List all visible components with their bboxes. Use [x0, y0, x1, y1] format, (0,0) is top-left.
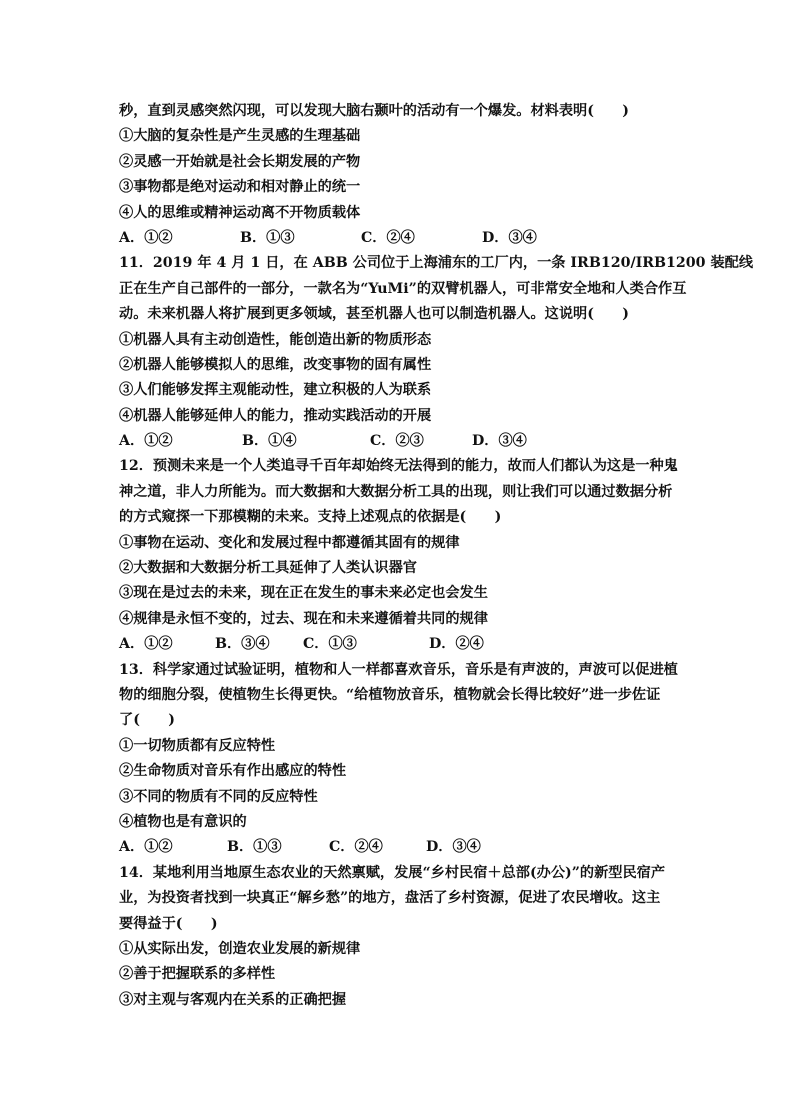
option-1: ①事物在运动、变化和发展过程中都遵循其固有的规律 — [119, 534, 460, 551]
option-2: ②生命物质对音乐有作出感应的特性 — [119, 763, 347, 780]
question-stem-line: 秒，直到灵感突然闪现，可以发现大脑右颞叶的活动有一个爆发。材料表明( ) — [119, 103, 629, 119]
choice-a: A．①② — [119, 433, 173, 450]
question-stem-line: 14．某地利用当地原生态农业的天然禀赋，发展“乡村民宿＋总部(办公)”的新型民宿产 — [119, 864, 666, 881]
answer-choices — [119, 632, 679, 657]
option-4: ④植物也是有意识的 — [119, 813, 247, 830]
choice-c: C．②④ — [329, 839, 383, 856]
question-14 — [119, 861, 679, 1013]
option-1: ①一切物质都有反应特性 — [119, 737, 276, 754]
choice-b: B．①③ — [240, 229, 295, 246]
option-1: ①机器人具有主动创造性，能创造出新的物质形态 — [119, 331, 432, 348]
choice-b: B．①④ — [242, 433, 297, 450]
question-stem-line: 物的细胞分裂，使植物生长得更快。“给植物放音乐，植物就会长得比较好”进一步佐证 — [119, 686, 661, 703]
question-stem-line: 业，为投资者找到一块真正“解乡愁”的地方，盘活了乡村资源，促进了农民增收。这主 — [119, 890, 661, 907]
question-stem-line: 了( ) — [119, 712, 175, 729]
choice-d: D．③④ — [482, 229, 537, 246]
choice-c: C．①③ — [303, 636, 357, 653]
question-stem-line: 要得益于( ) — [119, 915, 218, 932]
option-2: ②善于把握联系的多样性 — [119, 966, 276, 983]
option-1: ①大脑的复杂性是产生灵感的生理基础 — [119, 128, 361, 145]
choice-c: C．②③ — [370, 433, 424, 450]
option-4: ④人的思维或精神运动离不开物质载体 — [119, 204, 361, 221]
question-12 — [119, 454, 679, 657]
option-3: ③现在是过去的未来，现在正在发生的事未来必定也会发生 — [119, 585, 488, 602]
question-11 — [119, 251, 754, 454]
option-3: ③事物都是绝对运动和相对静止的统一 — [119, 179, 361, 196]
choice-c: C．②④ — [361, 229, 415, 246]
question-10 — [119, 99, 679, 251]
question-stem-line: 12．预测未来是一个人类追寻千百年却始终无法得到的能力，故而人们都认为这是一种鬼 — [119, 458, 678, 475]
option-3: ③不同的物质有不同的反应特性 — [119, 788, 318, 805]
option-3: ③人们能够发挥主观能动性，建立积极的人为联系 — [119, 382, 432, 399]
answer-choices — [119, 226, 679, 251]
choice-d: D．③④ — [472, 433, 527, 450]
option-4: ④规律是永恒不变的，过去、现在和未来遵循着共同的规律 — [119, 610, 488, 627]
choice-a: A．①② — [119, 636, 173, 653]
question-stem-line: 动。未来机器人将扩展到更多领域，甚至机器人也可以制造机器人。这说明( ) — [119, 306, 629, 323]
answer-choices — [119, 429, 679, 454]
option-2: ②大数据和大数据分析工具延伸了人类认识器官 — [119, 560, 417, 577]
question-stem-line: 11．2019 年 4 月 1 日，在 ABB 公司位于上海浦东的工厂内，一条 IRB120/IRB1200 装配线 — [119, 255, 754, 272]
question-stem-line: 神之道，非人力所能为。而大数据和大数据分析工具的出现，则让我们可以通过数据分析 — [119, 483, 673, 500]
option-4: ④机器人能够延伸人的能力，推动实践活动的开展 — [119, 407, 432, 424]
choice-a: A．①② — [119, 839, 173, 856]
choice-a: A．①② — [119, 229, 173, 246]
option-3: ③对主观与客观内在关系的正确把握 — [119, 991, 347, 1008]
question-list — [119, 99, 754, 1013]
option-2: ②灵感一开始就是社会长期发展的产物 — [119, 153, 361, 170]
answer-choices — [119, 835, 679, 860]
choice-d: D．②④ — [429, 636, 484, 653]
question-stem-line: 的方式窥探一下那模糊的未来。支持上述观点的依据是( ) — [119, 509, 502, 526]
option-1: ①从实际出发，创造农业发展的新规律 — [119, 940, 361, 957]
option-2: ②机器人能够模拟人的思维，改变事物的固有属性 — [119, 356, 432, 373]
choice-b: B．①③ — [227, 839, 282, 856]
question-stem-line: 13．科学家通过试验证明，植物和人一样都喜欢音乐，音乐是有声波的，声波可以促进植 — [119, 661, 678, 678]
question-13 — [119, 658, 679, 861]
question-stem-line: 正在生产自己部件的一部分，一款名为“YuMi”的双臂机器人，可非常安全地和人类合作互 — [119, 280, 687, 297]
choice-d: D．③④ — [426, 839, 481, 856]
choice-b: B．③④ — [215, 636, 270, 653]
